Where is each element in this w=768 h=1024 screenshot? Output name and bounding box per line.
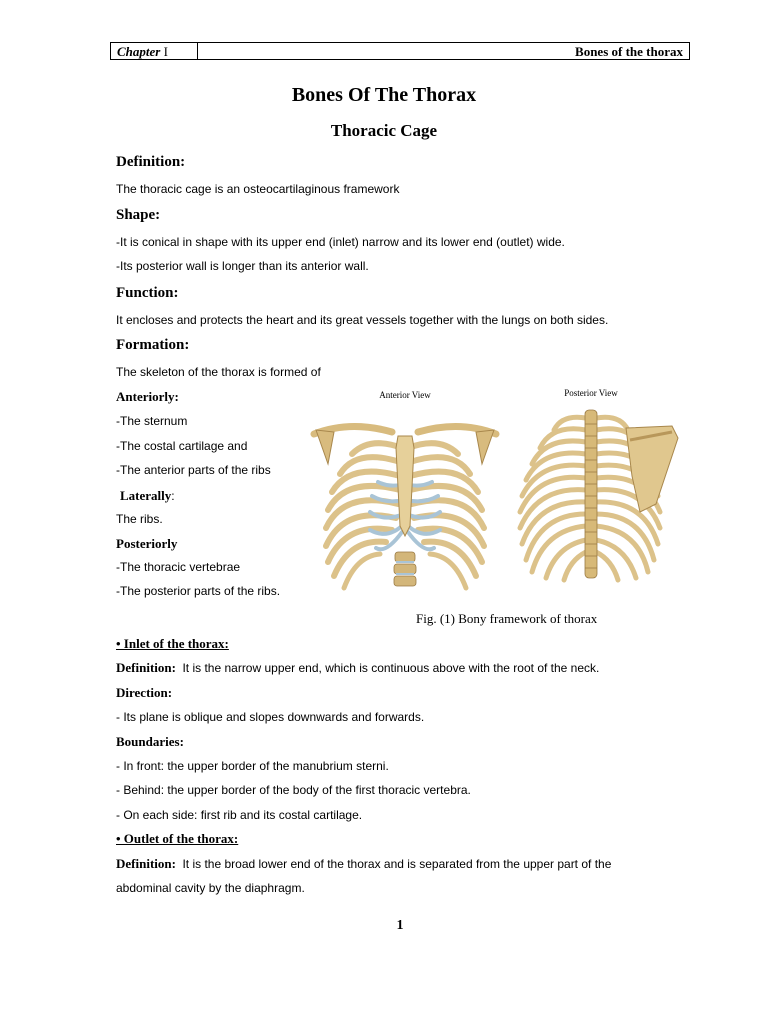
thorax-figure bbox=[300, 384, 690, 604]
function-text: It encloses and protects the heart and its great vessels together with the lungs on both sides. bbox=[116, 313, 609, 327]
boundary-item: - Behind: the upper border of the body of the first thoracic vertebra. bbox=[116, 783, 471, 797]
outlet-definition-cont: abdominal cavity by the diaphragm. bbox=[116, 881, 305, 895]
boundary-item: - In front: the upper border of the manubrium sterni. bbox=[116, 759, 389, 773]
inlet-heading: • Inlet of the thorax: bbox=[116, 636, 229, 651]
direction-heading: Direction: bbox=[116, 685, 173, 700]
boundary-item: - On each side: first rib and its costal cartilage. bbox=[116, 808, 363, 822]
direction-text: - Its plane is oblique and slopes downwards and forwards. bbox=[116, 710, 425, 724]
figure-caption: Fig. (1) Bony framework of thorax bbox=[416, 611, 598, 626]
anteriorly-heading: Anteriorly: bbox=[116, 389, 179, 404]
header-divider bbox=[197, 43, 198, 59]
posteriorly-item: -The posterior parts of the ribs. bbox=[116, 584, 281, 598]
anteriorly-item: -The anterior parts of the ribs bbox=[116, 463, 271, 477]
anteriorly-item: -The sternum bbox=[116, 414, 188, 428]
inlet-definition: Definition: It is the narrow upper end, which is continuous above with the root of the neck. bbox=[116, 660, 600, 675]
running-header bbox=[110, 42, 690, 60]
laterally-text: The ribs. bbox=[116, 512, 163, 526]
outlet-heading: • Outlet of the thorax: bbox=[116, 831, 239, 846]
header-section-title: Bones of the thorax bbox=[575, 44, 683, 59]
laterally-heading: Laterally: bbox=[120, 488, 175, 503]
page-subtitle: Thoracic Cage bbox=[330, 121, 438, 140]
anteriorly-item: -The costal cartilage and bbox=[116, 439, 248, 453]
anterior-view-label: Anterior View bbox=[379, 390, 431, 400]
boundaries-heading: Boundaries: bbox=[116, 734, 184, 749]
posteriorly-item: -The thoracic vertebrae bbox=[116, 560, 241, 574]
definition-heading: Definition: bbox=[116, 154, 186, 170]
anterior-ribcage-illustration bbox=[314, 426, 496, 588]
chapter-label: Chapter I bbox=[117, 44, 168, 59]
shape-heading: Shape: bbox=[116, 207, 161, 223]
formation-heading: Formation: bbox=[116, 337, 190, 353]
function-heading: Function: bbox=[116, 285, 179, 301]
posteriorly-heading: Posteriorly bbox=[116, 536, 178, 551]
formation-intro: The skeleton of the thorax is formed of bbox=[116, 365, 321, 379]
page-number: 1 bbox=[396, 918, 404, 933]
posterior-ribcage-illustration bbox=[520, 410, 678, 580]
definition-text: The thoracic cage is an osteocartilaginous framework bbox=[116, 182, 400, 196]
shape-line-1: -It is conical in shape with its upper end (inlet) narrow and its lower end (outlet) wide. bbox=[116, 235, 565, 249]
page-title: Bones Of The Thorax bbox=[291, 84, 477, 106]
posterior-view-label: Posterior View bbox=[564, 388, 618, 398]
shape-line-2: -Its posterior wall is longer than its anterior wall. bbox=[116, 259, 369, 273]
outlet-definition: Definition: It is the broad lower end of the thorax and is separated from the upper part of the bbox=[116, 856, 612, 871]
